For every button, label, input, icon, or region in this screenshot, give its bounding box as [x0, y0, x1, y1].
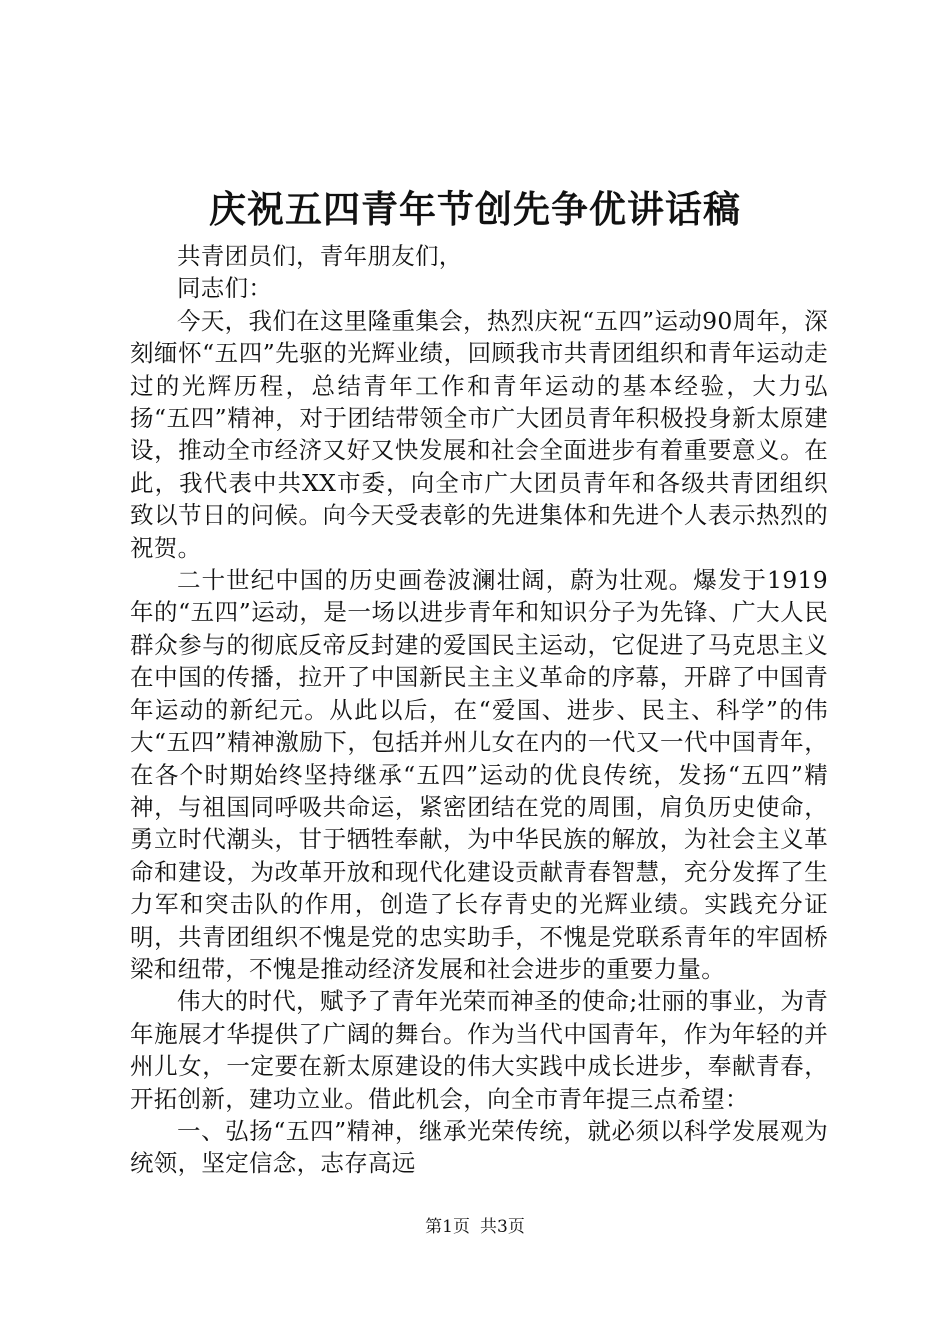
- page-footer: [0, 1215, 950, 1239]
- body-paragraph: 二十世纪中国的历史画卷波澜壮阔，蔚为壮观。爆发于1919年的“五四”运动，是一场以进步青年和知识分子为先锋、广大人民群众参与的彻底反帝反封建的爱国民主运动，它促进了马克思主义在中国的传播，拉开了中国新民主主义革命的序幕，开辟了中国青年运动的新纪元。从此以后，在“爱国、进步、民主、科学”的伟大“五四”精神激励下，包括并州儿女在内的一代又一代中国青年，在各个时期始终坚持继承“五四”运动的优良传统，发扬“五四”精神，与祖国同呼吸共命运，紧密团结在党的周围，肩负历史使命，勇立时代潮头，甘于牺牲奉献，为中华民族的解放，为社会主义革命和建设，为改革开放和现代化建设贡献青春智慧，充分发挥了生力军和突击队的作用，创造了长存青史的光辉业绩。实践充分证明，共青团组织不愧是党的忠实助手，不愧是党联系青年的牢固桥梁和纽带，不愧是推动经济发展和社会进步的重要力量。: [130, 566, 828, 983]
- body-paragraph: 今天，我们在这里隆重集会，热烈庆祝“五四”运动90周年，深刻缅怀“五四”先驱的光辉业绩，回顾我市共青团组织和青年运动走过的光辉历程，总结青年工作和青年运动的基本经验，大力弘扬“五四”精神，对于团结带领全市广大团员青年积极投身新太原建设，推动全市经济又好又快发展和社会全面进步有着重要意义。在此，我代表中共XX市委，向全市广大团员青年和各级共青团组织致以节日的问候。向今天受表彰的先进集体和先进个人表示热烈的祝贺。: [130, 306, 828, 562]
- page-total: 共3页: [480, 1217, 525, 1237]
- body-paragraph: 一、弘扬“五四”精神，继承光荣传统，就必须以科学发展观为统领，坚定信念，志存高远: [130, 1116, 828, 1178]
- body-paragraph: 伟大的时代，赋予了青年光荣而神圣的使命;壮丽的事业，为青年施展才华提供了广阔的舞台。作为当代中国青年，作为年轻的并州儿女，一定要在新太原建设的伟大实践中成长进步，奉献青春，开拓创新，建功立业。借此机会，向全市青年提三点希望：: [130, 987, 828, 1113]
- document-body: [130, 240, 828, 1180]
- document-title: 庆祝五四青年节创先争优讲话稿: [209, 187, 741, 231]
- page-number: 第1页: [425, 1217, 470, 1237]
- salutation-paragraph: 同志们：: [177, 274, 273, 303]
- salutation-paragraph: 共青团员们，青年朋友们，: [177, 242, 463, 270]
